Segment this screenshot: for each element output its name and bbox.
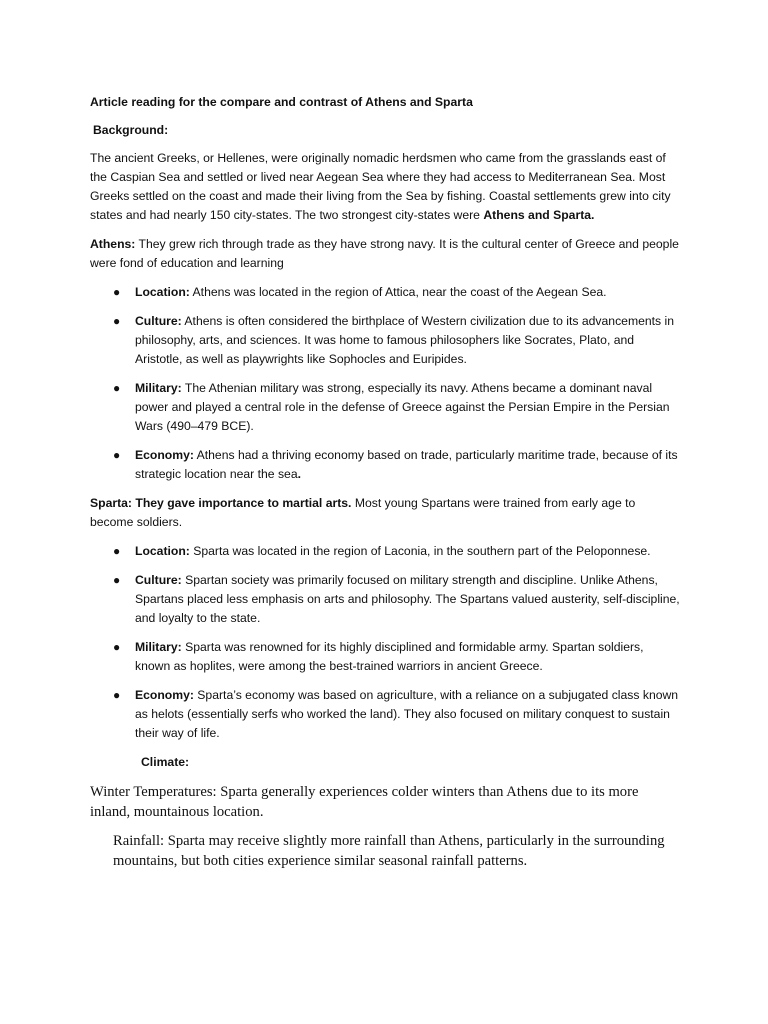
- item-label: Location:: [135, 544, 190, 558]
- bullet-icon: ●: [113, 381, 121, 395]
- list-item: [113, 571, 682, 628]
- item-text: Athens had a thriving economy based on trade, particularly maritime trade, because of its strategic location near the sea: [135, 448, 678, 481]
- bullet-icon: ●: [113, 573, 121, 587]
- item-text: Athens was located in the region of Attica, near the coast of the Aegean Sea.: [189, 285, 607, 299]
- sparta-list: [90, 542, 682, 743]
- bullet-icon: ●: [113, 688, 121, 702]
- item-label: Location:: [135, 285, 190, 299]
- background-paragraph: [90, 149, 682, 225]
- item-label: Culture:: [135, 573, 182, 587]
- athens-label: Athens:: [90, 237, 136, 251]
- item-text: Spartan society was primarily focused on military strength and discipline. Unlike Athens, Spartans placed less emphasis on arts and philosophy. The Spartans valued austerity, self-discipline, and loyalty to the state.: [135, 573, 680, 625]
- list-item: [113, 542, 682, 561]
- list-item: [113, 638, 682, 676]
- rainfall-paragraph: Rainfall: Sparta may receive slightly more rainfall than Athens, particularly in the surrounding mountains, but both cities experience similar seasonal rainfall patterns.: [113, 833, 665, 869]
- item-text: The Athenian military was strong, especially its navy. Athens became a dominant naval power and played a central role in the defense of Greece against the Persian Empire in the Persian Wars (490–479 BCE).: [135, 381, 670, 433]
- list-item: [113, 283, 682, 302]
- item-label: Economy:: [135, 688, 194, 702]
- bullet-icon: ●: [113, 640, 121, 654]
- background-heading: Background:: [93, 123, 169, 137]
- athens-list: [90, 283, 682, 484]
- bullet-icon: ●: [113, 544, 121, 558]
- winter-paragraph: Winter Temperatures: Sparta generally experiences colder winters than Athens due to its more inland, mountainous location.: [90, 784, 639, 820]
- sparta-intro-text: Most young Spartans were trained from early age to become soldiers.: [90, 496, 636, 529]
- climate-heading: Climate:: [141, 755, 190, 769]
- item-text: Sparta’s economy was based on agriculture, with a reliance on a subjugated class known as helots (essentially serfs who worked the land). They also focused on military conquest to sustain their way of life.: [135, 688, 679, 740]
- sparta-label: Sparta: They gave importance to martial arts.: [90, 496, 352, 510]
- item-label: Economy:: [135, 448, 194, 462]
- item-text: Sparta was located in the region of Laconia, in the southern part of the Peloponnese.: [189, 544, 651, 558]
- item-label: Culture:: [135, 314, 182, 328]
- item-label: Military:: [135, 381, 182, 395]
- list-item: [113, 686, 682, 743]
- document-body: [90, 93, 682, 881]
- athens-intro-paragraph: [90, 235, 682, 273]
- background-bold-text: Athens and Sparta.: [483, 208, 595, 222]
- item-text: Sparta was renowned for its highly disciplined and formidable army. Spartan soldiers, known as hoplites, were among the best-trained warriors in ancient Greece.: [135, 640, 644, 673]
- athens-intro-text: They grew rich through trade as they have strong navy. It is the cultural center of Greece and people were fond of education and learning: [90, 237, 679, 270]
- background-text: The ancient Greeks, or Hellenes, were originally nomadic herdsmen who came from the grasslands east of the Caspian Sea and settled or lived near Aegean Sea where they had access to Mediterranean Sea. Most Greeks settled on the coast and made their living from the Sea by fishing. Coastal settlements grew into city states and had nearly 150 city-states. The two strongest city-states were: [90, 151, 671, 222]
- item-tail: .: [297, 467, 301, 481]
- list-item: [113, 312, 682, 369]
- bullet-icon: ●: [113, 314, 121, 328]
- sparta-intro-paragraph: [90, 494, 682, 532]
- bullet-icon: ●: [113, 448, 121, 462]
- list-item: [113, 379, 682, 436]
- item-label: Military:: [135, 640, 182, 654]
- document-title: Article reading for the compare and contrast of Athens and Sparta: [90, 95, 473, 109]
- item-text: Athens is often considered the birthplace of Western civilization due to its advancements in philosophy, arts, and sciences. It was home to famous philosophers like Socrates, Plato, and Aristotle, as well as playwrights like Sophocles and Euripides.: [135, 314, 675, 366]
- bullet-icon: ●: [113, 285, 121, 299]
- list-item: [113, 446, 682, 484]
